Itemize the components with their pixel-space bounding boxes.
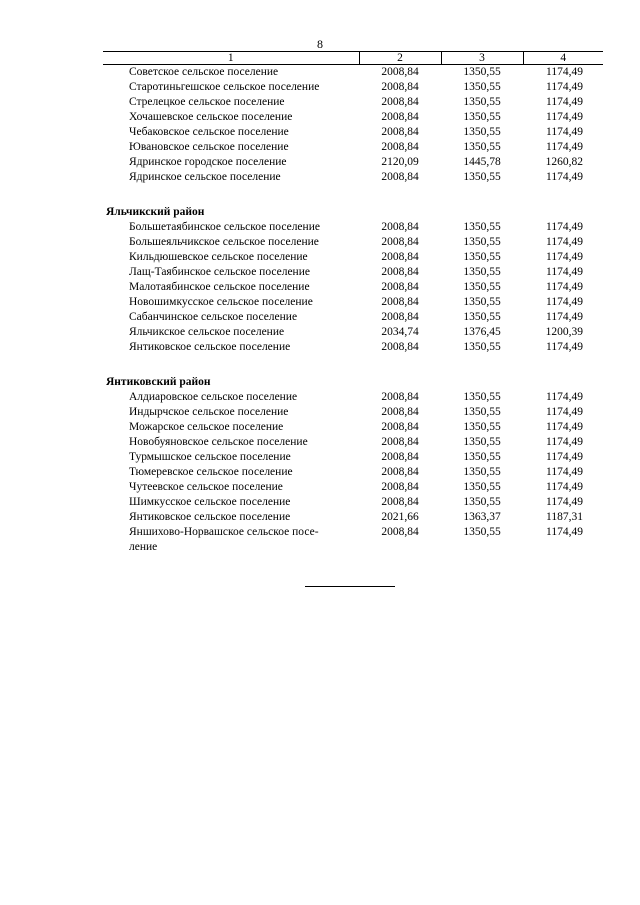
value-col-3-cell: 1350,55 [463, 221, 501, 233]
value-col-3-cell: 1350,55 [463, 466, 501, 478]
settlement-name-cell: Большеяльчикское сельское поселение [129, 236, 319, 248]
value-col-4-cell: 1200,39 [545, 326, 583, 338]
table-row [103, 405, 603, 420]
value-col-3-cell: 1350,55 [463, 126, 501, 138]
settlement-name-cell: Индырчское сельское поселение [129, 406, 289, 418]
settlement-name-cell: Можарское сельское поселение [129, 421, 284, 433]
value-col-3-cell: 1363,37 [463, 511, 501, 523]
header-col-2: 2 [359, 52, 441, 65]
section-gap [103, 355, 603, 375]
spacer [103, 185, 603, 205]
closing-rule [305, 586, 395, 587]
header-row [103, 52, 603, 65]
table-row [103, 110, 603, 125]
value-col-2-cell: 2008,84 [381, 126, 419, 138]
value-col-3-cell: 1350,55 [463, 421, 501, 433]
settlement-name-cell: Турмышское сельское поселение [129, 451, 291, 463]
value-col-2-cell: 2008,84 [381, 171, 419, 183]
value-col-4-cell: 1174,49 [546, 171, 583, 183]
value-col-4-cell: 1174,49 [546, 526, 583, 538]
table-header [103, 52, 603, 65]
settlement-name-cell: Советское сельское поселение [129, 66, 279, 78]
settlement-name-cell: Хочашевское сельское поселение [129, 111, 293, 123]
value-col-4-cell: 1174,49 [546, 266, 583, 278]
value-col-3-cell: 1350,55 [463, 451, 501, 463]
value-col-2-cell: 2021,66 [381, 511, 419, 523]
value-col-2-cell: 2008,84 [381, 281, 419, 293]
value-col-2-cell: 2008,84 [381, 391, 419, 403]
value-col-2-cell: 2008,84 [381, 111, 419, 123]
value-col-3-cell: 1350,55 [463, 391, 501, 403]
value-col-3-cell: 1350,55 [463, 406, 501, 418]
spacer [103, 355, 603, 375]
settlement-name-cell: Старотиньгешское сельское поселение [129, 81, 320, 93]
value-col-4-cell: 1174,49 [546, 311, 583, 323]
settlement-name-cell: Ядринское городское поселение [129, 156, 287, 168]
value-col-4-cell: 1174,49 [546, 451, 583, 463]
table-row [103, 250, 603, 265]
value-col-2-cell: 2008,84 [381, 466, 419, 478]
value-col-2-cell: 2008,84 [381, 436, 419, 448]
table-row [103, 390, 603, 405]
value-col-2-cell: 2008,84 [381, 341, 419, 353]
value-col-3-cell: 1350,55 [463, 111, 501, 123]
value-col-4-cell: 1174,49 [546, 391, 583, 403]
value-col-3-cell: 1350,55 [463, 96, 501, 108]
table-row [103, 510, 603, 525]
value-col-2-cell: 2008,84 [381, 221, 419, 233]
value-col-3-cell: 1445,78 [463, 156, 501, 168]
settlement-name-cell: Тюмеревское сельское поселение [129, 466, 293, 478]
settlement-name-cell: Алдиаровское сельское поселение [129, 391, 298, 403]
table-row [103, 325, 603, 340]
table-row [103, 310, 603, 325]
value-col-4-cell: 1174,49 [546, 221, 583, 233]
settlement-name-cell: Большетаябинское сельское поселение [129, 221, 320, 233]
settlement-name-cell: Чутеевское сельское поселение [129, 481, 283, 493]
table-row [103, 155, 603, 170]
value-col-4-cell: 1174,49 [546, 111, 583, 123]
table-row [103, 140, 603, 155]
value-col-2-cell: 2008,84 [381, 421, 419, 433]
value-col-2-cell: 2008,84 [381, 236, 419, 248]
table-row [103, 525, 603, 555]
settlement-name-cell: Яльчикское сельское поселение [129, 326, 285, 338]
table-row [103, 280, 603, 295]
value-col-3-cell: 1350,55 [463, 496, 501, 508]
settlement-name-cell: Ювановское сельское поселение [129, 141, 289, 153]
district-heading: Янтиковский район [106, 376, 211, 388]
value-col-3-cell: 1350,55 [463, 436, 501, 448]
value-col-2-cell: 2008,84 [381, 526, 419, 538]
value-col-3-cell: 1350,55 [463, 141, 501, 153]
value-col-2-cell: 2008,84 [381, 311, 419, 323]
header-col-1: 1 [103, 52, 359, 65]
table-row [103, 80, 603, 95]
value-col-4-cell: 1174,49 [546, 96, 583, 108]
value-col-2-cell: 2008,84 [381, 496, 419, 508]
tariff-table [103, 51, 603, 555]
value-col-2-cell: 2008,84 [381, 141, 419, 153]
value-col-3-cell: 1376,45 [463, 326, 501, 338]
settlement-name-cell: Стрелецкое сельское поселение [129, 96, 285, 108]
value-col-4-cell: 1174,49 [546, 126, 583, 138]
value-col-2-cell: 2008,84 [381, 96, 419, 108]
value-col-3-cell: 1350,55 [463, 341, 501, 353]
settlement-name-cell: Новобуяновское сельское поселение [129, 436, 308, 448]
table-row [103, 495, 603, 510]
value-col-4-cell: 1174,49 [546, 81, 583, 93]
value-col-3-cell: 1350,55 [463, 66, 501, 78]
table-row [103, 95, 603, 110]
district-heading-row [103, 375, 603, 390]
settlement-name-cell: Ядринское сельское поселение [129, 171, 281, 183]
district-heading-row [103, 205, 603, 220]
value-col-4-cell: 1187,31 [546, 511, 583, 523]
settlement-name-cell: Шимкусское сельское поселение [129, 496, 291, 508]
value-col-2-cell: 2008,84 [381, 451, 419, 463]
value-col-3-cell: 1350,55 [463, 266, 501, 278]
value-col-4-cell: 1174,49 [546, 141, 583, 153]
settlement-name-cell: Новошимкусское сельское поселение [129, 296, 313, 308]
value-col-4-cell: 1260,82 [545, 156, 583, 168]
value-col-3-cell: 1350,55 [463, 281, 501, 293]
value-col-2-cell: 2008,84 [381, 251, 419, 263]
value-col-2-cell: 2008,84 [381, 266, 419, 278]
value-col-4-cell: 1174,49 [546, 251, 583, 263]
table-row [103, 235, 603, 250]
value-col-2-cell: 2008,84 [381, 66, 419, 78]
table-row [103, 220, 603, 235]
header-col-3: 3 [441, 52, 523, 65]
value-col-4-cell: 1174,49 [546, 421, 583, 433]
table-body [103, 65, 603, 556]
settlement-name-cell: Чебаковское сельское поселение [129, 126, 289, 138]
value-col-2-cell: 2008,84 [381, 406, 419, 418]
table-row [103, 65, 603, 81]
table-row [103, 420, 603, 435]
value-col-3-cell: 1350,55 [463, 171, 501, 183]
table-row [103, 170, 603, 185]
value-col-3-cell: 1350,55 [463, 251, 501, 263]
table-row [103, 480, 603, 495]
value-col-3-cell: 1350,55 [463, 296, 501, 308]
table-row [103, 125, 603, 140]
settlement-name-cell: Яншихово-Норвашское сельское посе- ление [129, 526, 319, 553]
value-col-2-cell: 2008,84 [381, 296, 419, 308]
settlement-name-cell: Янтиковское сельское поселение [129, 341, 291, 353]
value-col-2-cell: 2120,09 [381, 156, 419, 168]
value-col-2-cell: 2034,74 [381, 326, 419, 338]
page-number: 8 [317, 37, 323, 51]
value-col-4-cell: 1174,49 [546, 436, 583, 448]
district-heading: Яльчикский район [106, 206, 205, 218]
value-col-3-cell: 1350,55 [463, 81, 501, 93]
value-col-4-cell: 1174,49 [546, 341, 583, 353]
value-col-2-cell: 2008,84 [381, 81, 419, 93]
value-col-4-cell: 1174,49 [546, 236, 583, 248]
value-col-3-cell: 1350,55 [463, 236, 501, 248]
settlement-name-cell: Янтиковское сельское поселение [129, 511, 291, 523]
value-col-3-cell: 1350,55 [463, 481, 501, 493]
value-col-4-cell: 1174,49 [546, 281, 583, 293]
value-col-3-cell: 1350,55 [463, 526, 501, 538]
table-row [103, 340, 603, 355]
settlement-name-cell: Кильдюшевское сельское поселение [129, 251, 308, 263]
value-col-2-cell: 2008,84 [381, 481, 419, 493]
table-row [103, 450, 603, 465]
header-col-4: 4 [523, 52, 603, 65]
value-col-4-cell: 1174,49 [546, 406, 583, 418]
value-col-4-cell: 1174,49 [546, 496, 583, 508]
value-col-4-cell: 1174,49 [546, 466, 583, 478]
settlement-name-cell: Малотаябинское сельское поселение [129, 281, 310, 293]
table-row [103, 465, 603, 480]
section-gap [103, 185, 603, 205]
value-col-4-cell: 1174,49 [546, 481, 583, 493]
table-row [103, 265, 603, 280]
value-col-3-cell: 1350,55 [463, 311, 501, 323]
settlement-name-cell: Сабанчинское сельское поселение [129, 311, 298, 323]
table-row [103, 295, 603, 310]
tariff-table-container [103, 51, 603, 555]
table-row [103, 435, 603, 450]
value-col-4-cell: 1174,49 [546, 66, 583, 78]
settlement-name-cell: Лащ-Таябинское сельское поселение [129, 266, 310, 278]
value-col-4-cell: 1174,49 [546, 296, 583, 308]
